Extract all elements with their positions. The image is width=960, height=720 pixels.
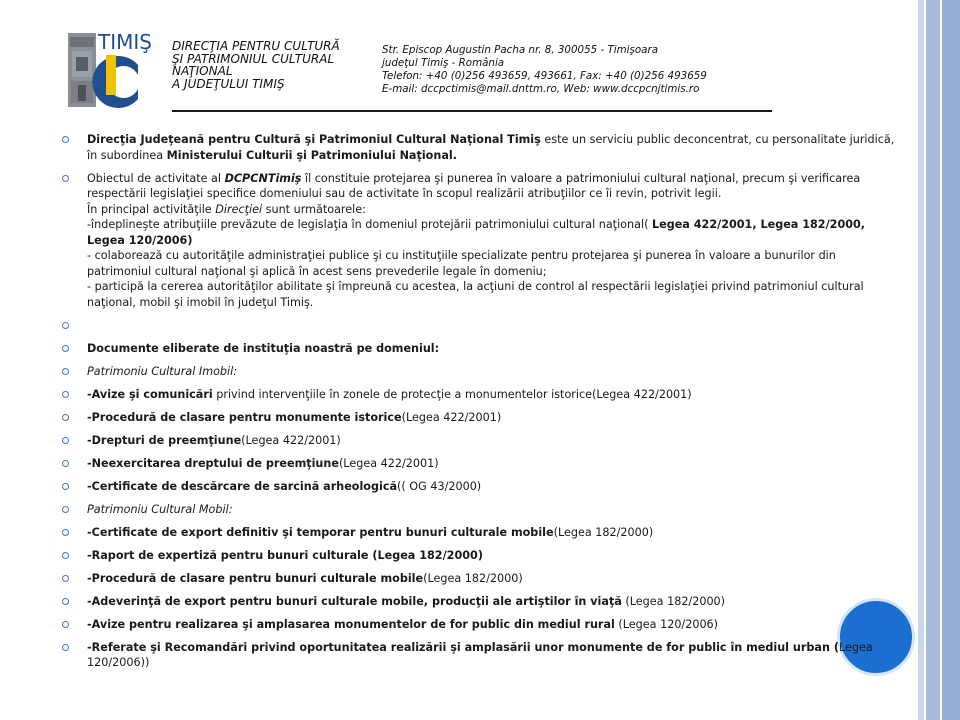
list-item: -Avize pentru realizarea şi amplasarea monumentelor de for public din mediul rural (Legea 120/2006) (62, 617, 902, 633)
list-item: -Procedură de clasare pentru monumente istorice(Legea 422/2001) (62, 410, 902, 426)
list-item: -Avize şi comunicări privind intervenţiile în zonele de protecţie a monumentelor istorice(Legea 422/2001) (62, 387, 902, 403)
list-item: -Adeverinţă de export pentru bunuri culturale mobile, producţii ale artiştilor în viaţă (Legea 182/2000) (62, 594, 902, 610)
intro-paragraph: Direcţia Judeţeană pentru Cultură şi Patrimoniul Cultural Naţional Timiş este un serviciu public deconcentrat, cu personalitate juridică, în subordinea Ministerului Culturii şi Patrimoniului Naţional. (62, 132, 902, 163)
list-item: -Neexercitarea dreptului de preemţiune(Legea 422/2001) (62, 456, 902, 472)
timis-logo (68, 29, 164, 109)
empty-bullet (62, 318, 902, 334)
org-title: DIRECŢIA PENTRU CULTURĂ ŞI PATRIMONIUL CULTURAL NAŢIONAL A JUDEŢULUI TIMIŞ (172, 39, 340, 91)
svg-text:TIMIŞ: TIMIŞ (98, 30, 152, 54)
list-item: -Certificate de export definitiv şi temporar pentru bunuri culturale mobile(Legea 182/2000) (62, 525, 902, 541)
list-item: -Certificate de descărcare de sarcină arheologică(( OG 43/2000) (62, 479, 902, 495)
activity-paragraph: Obiectul de activitate al DCPCNTimiş îl constituie protejarea şi punerea în valoare a patrimoniului cultural naţional, precum şi verificarea respectării legislaţiei specifice domeniului sau de activitate în scopul realizării atribuţiilor ce îi revin, potrivit legii. În principal activităţile Direcţiei sunt următoarele: -îndeplineşte atribuţiile prevăzute de legislaţia în domeniul protejării patrimoniului cultural naţional( Legea 422/2001, Legea 182/2000, Legea 120/2006) - colaborează cu autorităţile administraţiei publice şi cu instituţiile specializate pentru protejarea şi punerea în valoare a bunurilor din patrimoniul cultural naţional şi aplică în acest sens prevederile legale în domeniu; - participă la cererea autorităţilor abilitate şi împreună cu acestea, la acţiuni de control al respectării legislaţiei privind patrimoniul cultural naţional, mobil şi imobil în judeţul Timiş. (62, 171, 902, 311)
document-body (62, 132, 902, 671)
list-item: -Referate şi Recomandări privind oportunitatea realizării şi amplasării unor monumente de for public în mediul urban (Legea 120/2006)) (62, 640, 902, 671)
list-item: -Drepturi de preemţiune(Legea 422/2001) (62, 433, 902, 449)
contact-info: Str. Episcop Augustin Pacha nr. 8, 300055 - Timişoara judeţul Timiş - România Telefon: +40 (0)256 493659, 493661, Fax: +40 (0)256 493659 E-mail: dccpctimis@mail.dnttm.ro, Web: www.dccpcnjtimis.ro (382, 44, 707, 95)
mobil-heading: Patrimoniu Cultural Mobil: (62, 502, 902, 518)
list-item: -Procedură de clasare pentru bunuri culturale mobile(Legea 182/2000) (62, 571, 902, 587)
decorative-side-bars (918, 0, 960, 720)
imobil-heading: Patrimoniu Cultural Imobil: (62, 364, 902, 380)
letterhead (68, 26, 772, 114)
list-item: -Raport de expertiză pentru bunuri culturale (Legea 182/2000) (62, 548, 902, 564)
header-rule (172, 110, 772, 112)
documents-heading: Documente eliberate de instituţia noastră pe domeniul: (62, 341, 902, 357)
